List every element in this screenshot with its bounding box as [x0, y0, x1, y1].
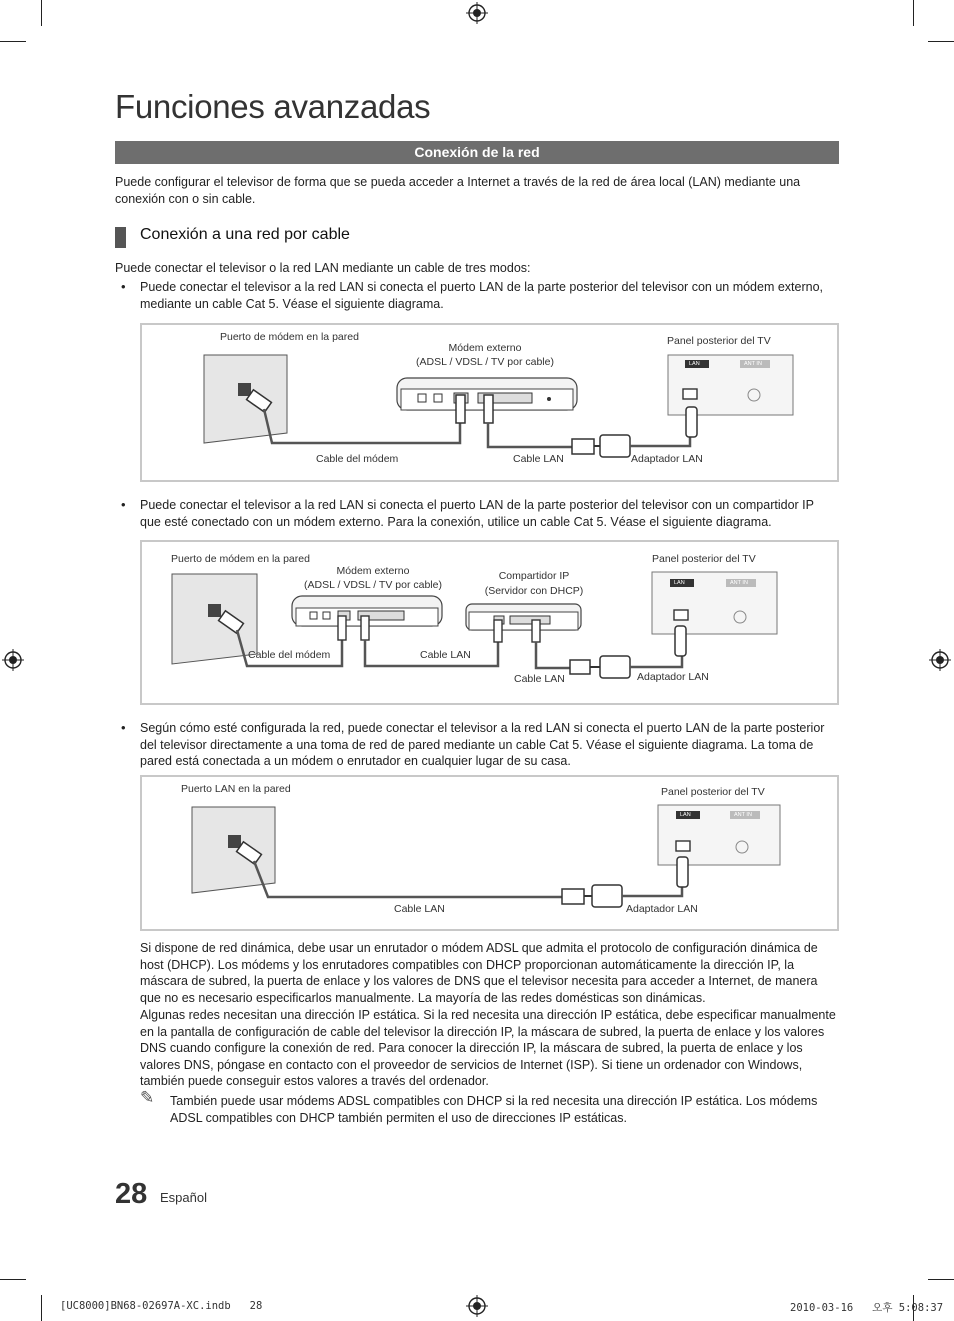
- label-lan-tag: LAN: [689, 361, 700, 367]
- crop-mark: [0, 41, 26, 42]
- label-tv-panel: Panel posterior del TV: [652, 553, 756, 565]
- footer-timestamp: 2010-03-16 오후 5:08:37: [790, 1302, 944, 1314]
- diagram-wall-connection: [140, 775, 839, 931]
- label-modem-cable: Cable del módem: [316, 453, 399, 465]
- label-lan-tag: LAN: [674, 580, 685, 586]
- label-ant-tag: ANT IN: [734, 812, 752, 818]
- label-wall-port: Puerto de módem en la pared: [171, 553, 310, 565]
- note-text: También puede usar módems ADSL compatibles con DHCP si la red necesita una dirección IP estática. Los módems ADSL compatibles con DHCP también permiten el uso de direcciones IP estáticas.: [170, 1094, 818, 1125]
- label-tv-panel: Panel posterior del TV: [661, 786, 765, 798]
- footer-file-info: [UC8000]BN68-02697A-XC.indb 28: [60, 1300, 263, 1312]
- registration-mark-icon: [466, 2, 488, 24]
- page-number: 28: [115, 1178, 148, 1210]
- bullet-text-3: Según cómo esté configurada la red, puede conectar el televisor a la red LAN si conecta el puerto LAN de la parte posterior del televisor directamente a una toma de red de pared mediante un cable Cat 5. Véase el siguiente diagrama. La toma de pared está conectada a un módem o enrutador en cualquier lugar de su casa.: [140, 721, 825, 769]
- label-lan-cable-modem: Cable LAN: [420, 649, 471, 661]
- label-wall-port: Puerto de módem en la pared: [220, 331, 359, 343]
- crop-mark: [41, 1295, 42, 1321]
- page-title: Funciones avanzadas: [115, 88, 431, 125]
- crop-mark: [913, 0, 914, 26]
- label-lan-adapter: Adaptador LAN: [637, 671, 709, 683]
- label-ant-tag: ANT IN: [744, 361, 762, 367]
- diagram-wall-illustration: [142, 777, 841, 933]
- label-router-name: Compartidor IP: [498, 570, 570, 582]
- crop-mark: [928, 41, 954, 42]
- subheading: Conexión a una red por cable: [140, 226, 350, 243]
- registration-mark-icon: [466, 1295, 488, 1317]
- pencil-note-icon: ✎: [140, 1088, 155, 1108]
- label-lan-cable: Cable LAN: [513, 453, 564, 465]
- registration-mark-icon: [2, 649, 24, 671]
- label-modem-name: Módem externo: [448, 342, 522, 354]
- bullet-text-1: Puede conectar el televisor a la red LAN si conecta el puerto LAN de la parte posterior del televisor con un módem externo, mediante un cable Cat 5. Véase el siguiente diagrama.: [140, 280, 824, 311]
- intro-paragraph: Puede configurar el televisor de forma que se pueda acceder a Internet a través de la red de área local (LAN) mediante una conexión con o sin cable.: [115, 175, 801, 206]
- label-modem-type: (ADSL / VDSL / TV por cable): [304, 579, 442, 591]
- crop-mark: [41, 0, 42, 26]
- subheading-marker: [115, 227, 126, 248]
- dhcp-paragraph: Si dispone de red dinámica, debe usar un enrutador o módem ADSL que admita el protocolo de configuración dinámica de host (DHCP). Los módems y los enrutadores compatibles con DHCP proporcionan automáticamente la dirección IP, la máscara de subred, la puerta de enlace y los valores de DNS que el televisor necesita para acceder a Internet, de manera que no es necesario especificarlos manualmente. La mayoría de las redes domésticas son dinámicas.: [140, 941, 818, 1005]
- diagram-router-connection: [140, 540, 839, 705]
- label-lan-cable: Cable LAN: [394, 903, 445, 915]
- static-ip-paragraph: Algunas redes necesitan una dirección IP estática. Si la red necesita una dirección IP estática, debe especificar manualmente en la pantalla de configuración de cable del televisor la dirección IP, la máscara de subred, la puerta de enlace y los valores DNS cuando configure la conexión de red. Para conocer la dirección IP, la máscara de subred, la puerta de enlace y los valores DNS, póngase en contacto con el proveedor de servicios de Internet (ISP). Si tiene un ordenador con Windows, también puede conseguir estos valores a través del ordenador.: [140, 1008, 836, 1089]
- label-ant-tag: ANT IN: [730, 580, 748, 586]
- section-header: Conexión de la red: [115, 141, 839, 164]
- label-wall-port: Puerto LAN en la pared: [181, 783, 291, 795]
- diagram-router-illustration: [142, 542, 841, 707]
- crop-mark: [928, 1279, 954, 1280]
- label-lan-cable-router: Cable LAN: [514, 673, 565, 685]
- label-lan-adapter: Adaptador LAN: [631, 453, 703, 465]
- registration-mark-icon: [929, 649, 951, 671]
- label-lan-tag: LAN: [680, 812, 691, 818]
- bullet-text-2: Puede conectar el televisor a la red LAN si conecta el puerto LAN de la parte posterior del televisor con un compartidor IP que esté conectado con un módem externo. Para la conexión, utilice un cable Cat 5. Véase el siguiente diagrama.: [140, 498, 814, 529]
- label-modem-cable: Cable del módem: [248, 649, 331, 661]
- label-tv-panel: Panel posterior del TV: [667, 335, 771, 347]
- label-modem-type: (ADSL / VDSL / TV por cable): [416, 356, 554, 368]
- bullet-symbol: •: [121, 497, 126, 512]
- crop-mark: [0, 1279, 26, 1280]
- page-language: Español: [160, 1190, 207, 1205]
- bullet-symbol: •: [121, 279, 126, 294]
- label-lan-adapter: Adaptador LAN: [626, 903, 698, 915]
- bullet-symbol: •: [121, 720, 126, 735]
- label-router-type: (Servidor con DHCP): [484, 585, 584, 597]
- label-modem-name: Módem externo: [336, 565, 410, 577]
- diagram-modem-connection: [140, 323, 839, 482]
- lead-paragraph: Puede conectar el televisor o la red LAN mediante un cable de tres modos:: [115, 261, 531, 275]
